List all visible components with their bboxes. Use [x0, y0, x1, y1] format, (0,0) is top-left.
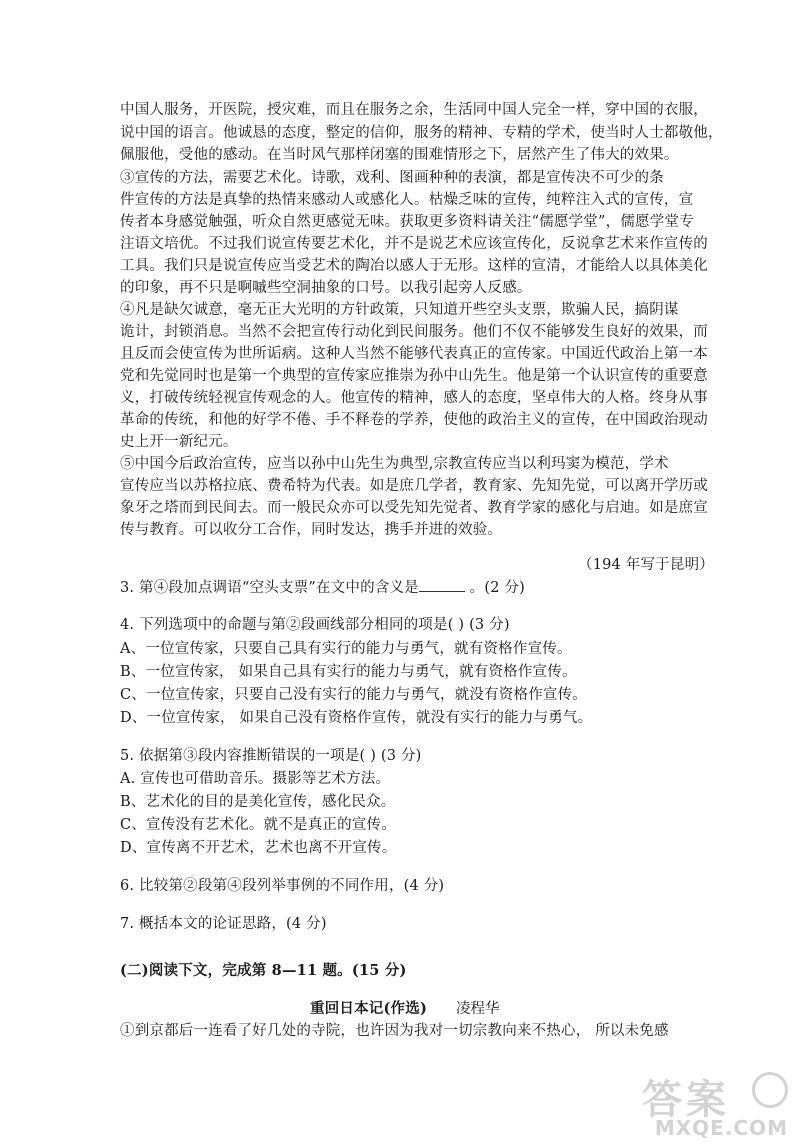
site-watermark	[642, 1068, 792, 1140]
passage-line: 宣传应当以苏格拉底、费希特为代表。如是庶几学者，教育家、先知先觉，可以离开学历或	[120, 478, 708, 494]
passage-line: 的印象，再不只是啊嘁些空洞抽象的口号。以我引起旁人反感。	[120, 280, 532, 296]
passage-line: 佩服他，受他的感动。在当时风气那样闭塞的围难情形之下，居然产生了伟大的效果。	[120, 147, 679, 163]
passage-line: 件宣传的方法是真挚的热情来感动人或感化人。枯燥乏味的宣传，纯粹注入式的宣传，宣	[120, 192, 694, 208]
date-note: （194 年写于昆明）	[578, 557, 714, 573]
article-title: 重回日本记(作选)	[310, 1000, 428, 1017]
question-4-option-a: A、一位宣传家，只要自己具有实行的能力与勇气，就有资格作宣传。	[120, 641, 572, 657]
passage-line: 义，打破传统轻视宣传观念的人。他宣传的精神，感人的态度，坚卓伟大的人格。终身从事	[120, 390, 708, 406]
passage-line: 中国人服务，开医院，授灾难，而且在服务之余，生活同中国人完全一样，穿中国的衣服，	[120, 102, 708, 118]
question-5-option-c: C、宣传没有艺术化。就不是真正的宣传。	[120, 817, 396, 833]
question-5-stem: 5. 依据第③段内容推断错误的一项是( ) (3 分)	[120, 748, 422, 764]
article-first-line: ①到京都后一连看了好几处的寺院，也许因为我对一切宗教向来不热心， 所以未免感	[120, 1023, 669, 1039]
question-4-stem: 4. 下列选项中的命题与第②段画线部分相同的项是( ) (3 分)	[120, 617, 510, 633]
passage-line: ③宣传的方法，需要艺术化。诗歌，戏利、图画种种的表演，都是宣传决不可少的条	[120, 170, 664, 186]
watermark-logo-icon	[752, 1072, 788, 1108]
passage-line: 传者本身感觉触强，听众自然更感觉无味。获取更多资料请关注“儒愿学堂”，儒愿学堂专	[120, 214, 694, 230]
passage-line: 诡计，封锁消息。当然不会把宣传行动化到民间服务。他们不仅不能够发生良好的效果，而	[120, 324, 708, 340]
passage-line: 说中国的语言。他诚恳的态度，整定的信仰，服务的精神、专精的学术，使当时人士都敬他，	[120, 125, 723, 141]
question-3-text: 3. 第④段加点调语“空头支票”在文中的含义是	[120, 580, 419, 596]
question-4-option-c: C、一位宣传家，只要自己没有实行的能力与勇气，就没有资格作宣传。	[120, 687, 587, 703]
watermark-text: 答案	[642, 1077, 730, 1123]
article-author: 凌程华	[456, 1001, 500, 1017]
question-6: 6. 比较第②段第④段列举事例的不同作用，(4 分)	[120, 878, 445, 894]
passage-line: ⑤中国今后政治宣传，应当以孙中山先生为典型,宗教宣传应当以利玛窦为模范，学术	[120, 456, 669, 472]
question-5-option-a: A. 宣传也可借助音乐。摄影等艺术方法。	[120, 771, 391, 787]
passage-line: 注语文培优。不过我们说宣传要艺术化，并不是说艺术应该宣传化，反说拿艺术来作宣传的	[120, 236, 708, 252]
question-5-option-b: B、艺术化的目的是美化宣传，感化民众。	[120, 794, 396, 810]
question-4-option-d: D、一位宣传家， 如果自己没有资格作宣传，就没有实行的能力与勇气。	[120, 710, 593, 726]
question-3-score: 。(2 分)	[464, 580, 526, 596]
section-heading: (二)阅读下文，完成第 8—11 题。(15 分)	[120, 962, 407, 979]
question-7: 7. 概括本文的论证思路，(4 分)	[120, 916, 327, 932]
passage-line: 传与教育。可以收分工合作，同时发达，携手并进的效验。	[120, 522, 503, 538]
passage-line: ④凡是缺欠诚意，毫无正大光明的方针政策，只知道开些空头支票，欺骗人民，搞阴谋	[120, 302, 679, 318]
passage-line: 党和先觉同时也是第一个典型的宣传家应推崇为孙中山先生。他是第一个认识宣传的重要意	[120, 368, 708, 384]
passage-line: 象牙之塔而到民间去。而一般民众亦可以受先知先觉者、教育学家的感化与启迪。如是庶宣	[120, 500, 708, 516]
passage-line: 且反而会使宣传为世所诟病。这种人当然不能够代表真正的宣传家。中国近代政治上第一本	[120, 346, 708, 362]
watermark-domain: MXQE.COM	[654, 1116, 788, 1140]
question-5-option-d: D、宣传离不开艺术，艺术也离不开宣传。	[120, 840, 397, 856]
question-3	[120, 579, 525, 597]
question-4-option-b: B、一位宣传家， 如果自己具有实行的能力与勇气，就有资格作宣传。	[120, 664, 577, 680]
passage-line: 工具。我们只是说宣传应当受艺术的陶冶以感人于无形。这样的宣清，才能给人以具体美化	[120, 258, 708, 274]
answer-blank[interactable]	[419, 579, 465, 592]
passage-line: 革命的传统，和他的好学不倦、手不释卷的学养，使他的政治主义的宣传，在中国政治现动	[120, 412, 708, 428]
passage-line: 史上开一新纪元。	[120, 434, 238, 450]
